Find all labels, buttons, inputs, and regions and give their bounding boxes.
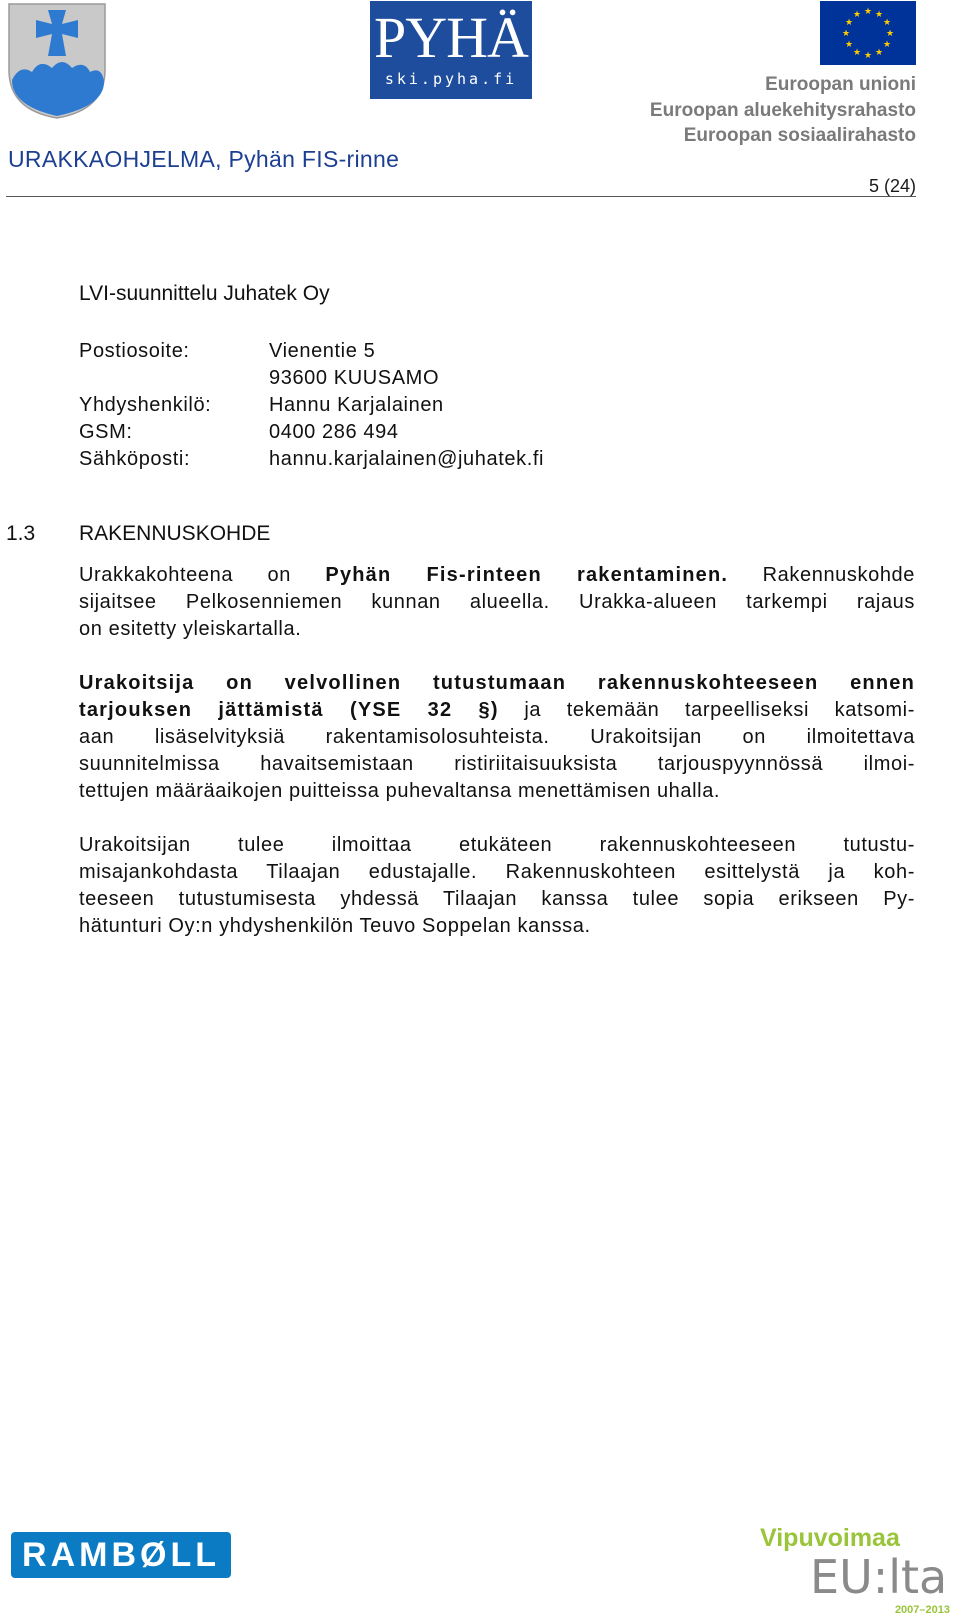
section-heading (6, 522, 270, 546)
svg-text:★: ★ (882, 18, 892, 28)
eu-line-regional-fund: Euroopan aluekehitysrahasto (649, 99, 916, 121)
contact-row-gsm (79, 419, 544, 446)
bold-text-run: Urakoitsija on velvollinen tutustumaan rakennuskohteeseen ennen (79, 672, 915, 694)
svg-text:★: ★ (841, 29, 851, 39)
paragraph-line: hätunturi Oy:n yhdyshenkilön Teuvo Soppelan kanssa. (79, 915, 591, 937)
contact-value: 0400 286 494 (269, 421, 399, 443)
eu-line-social-fund: Euroopan sosiaalirahasto (683, 125, 916, 146)
contact-row-postcode (79, 365, 544, 392)
contact-label: Sähköposti: (79, 448, 191, 470)
contact-label (79, 365, 269, 392)
text-run: Rakennuskohde (728, 564, 915, 586)
paragraph-line: sijaitsee Pelkosenniemen kunnan alueella. Urakka-alueen tarkempi rajaus (79, 591, 915, 613)
contact-email-link[interactable]: hannu.karjalainen@juhatek.fi (269, 448, 545, 470)
svg-text:★: ★ (882, 40, 892, 50)
svg-text:★: ★ (852, 10, 862, 20)
pyha-logo-url: ski.pyha.fi (384, 70, 518, 88)
eu-line-union: Euroopan unioni (765, 74, 916, 95)
contact-value: Hannu Karjalainen (269, 394, 444, 416)
ramboll-logo: RAMBØLL (11, 1532, 231, 1578)
header-divider (6, 196, 916, 197)
contact-label: Postiosoite: (79, 340, 190, 362)
svg-text:★: ★ (844, 40, 854, 50)
contact-label: GSM: (79, 421, 133, 443)
contact-row-person (79, 392, 544, 419)
document-title: URAKKAOHJELMA, Pyhän FIS-rinne (8, 146, 400, 172)
pyha-ski-logo (370, 1, 532, 99)
page-number: 5 (24) (868, 176, 916, 196)
svg-text:★: ★ (874, 48, 884, 58)
paragraph-line: aan lisäselvityksiä rakentamisolosuhteista. Urakoitsijan on ilmoitettava (79, 726, 915, 748)
text-run: Urakkakohteena on (79, 564, 326, 586)
vipu-logo-years: 2007–2013 (894, 1604, 950, 1616)
paragraph-contractor-obligation (79, 670, 915, 805)
paragraph-site-description (79, 562, 915, 643)
paragraph-line: misajankohdasta Tilaajan edustajalle. Rakennuskohteen esittelystä ja koh- (79, 861, 915, 883)
bold-text-run: tarjouksen jättämistä (YSE 32 §) (79, 699, 499, 721)
section-title: RAKENNUSKOHDE (79, 522, 271, 545)
paragraph-line: on esitetty yleiskartalla. (79, 618, 302, 640)
paragraph-line (79, 670, 915, 697)
section-number: 1.3 (6, 522, 36, 545)
paragraph-line (79, 562, 915, 589)
vipu-logo-line2: EU:lta (810, 1550, 948, 1604)
svg-text:★: ★ (863, 51, 873, 61)
vipuvoimaa-eu-logo (760, 1524, 956, 1616)
svg-text:★: ★ (885, 29, 895, 39)
paragraph-line (79, 697, 915, 724)
contact-row-address (79, 338, 544, 365)
svg-text:★: ★ (874, 10, 884, 20)
svg-text:★: ★ (844, 18, 854, 28)
text-run: ja tekemään tarpeelliseksi katsomi- (498, 699, 915, 721)
eu-funding-text (650, 72, 916, 149)
company-name: LVI-suunnittelu Juhatek Oy (79, 282, 330, 305)
vipu-logo-line1: Vipuvoimaa (760, 1524, 900, 1552)
paragraph-line: Urakoitsijan tulee ilmoittaa etukäteen rakennuskohteeseen tutustu- (79, 834, 915, 856)
paragraph-line: teeseen tutustumisesta yhdessä Tilaajan kanssa tulee sopia erikseen Py- (79, 888, 915, 910)
paragraph-line: suunnitelmissa havaitsemistaan ristiriitaisuuksista tarjouspyynnössä ilmoi- (79, 753, 915, 775)
municipal-crest-logo (6, 2, 108, 120)
bold-text-run: Pyhän Fis-rinteen rakentaminen. (325, 564, 729, 586)
contact-value: Vienentie 5 (269, 340, 376, 362)
svg-text:★: ★ (852, 48, 862, 58)
paragraph-line: tettujen määräaikojen puitteissa puhevaltansa menettämisen uhalla. (79, 780, 721, 802)
eu-flag-logo (820, 1, 916, 65)
paragraph-site-visit (79, 832, 915, 940)
pyha-logo-name: PYHÄ (374, 5, 528, 70)
svg-text:★: ★ (863, 7, 873, 17)
contact-row-email (79, 446, 544, 473)
contact-value: 93600 KUUSAMO (269, 367, 440, 389)
contact-details (79, 338, 544, 473)
contact-label: Yhdyshenkilö: (79, 394, 212, 416)
